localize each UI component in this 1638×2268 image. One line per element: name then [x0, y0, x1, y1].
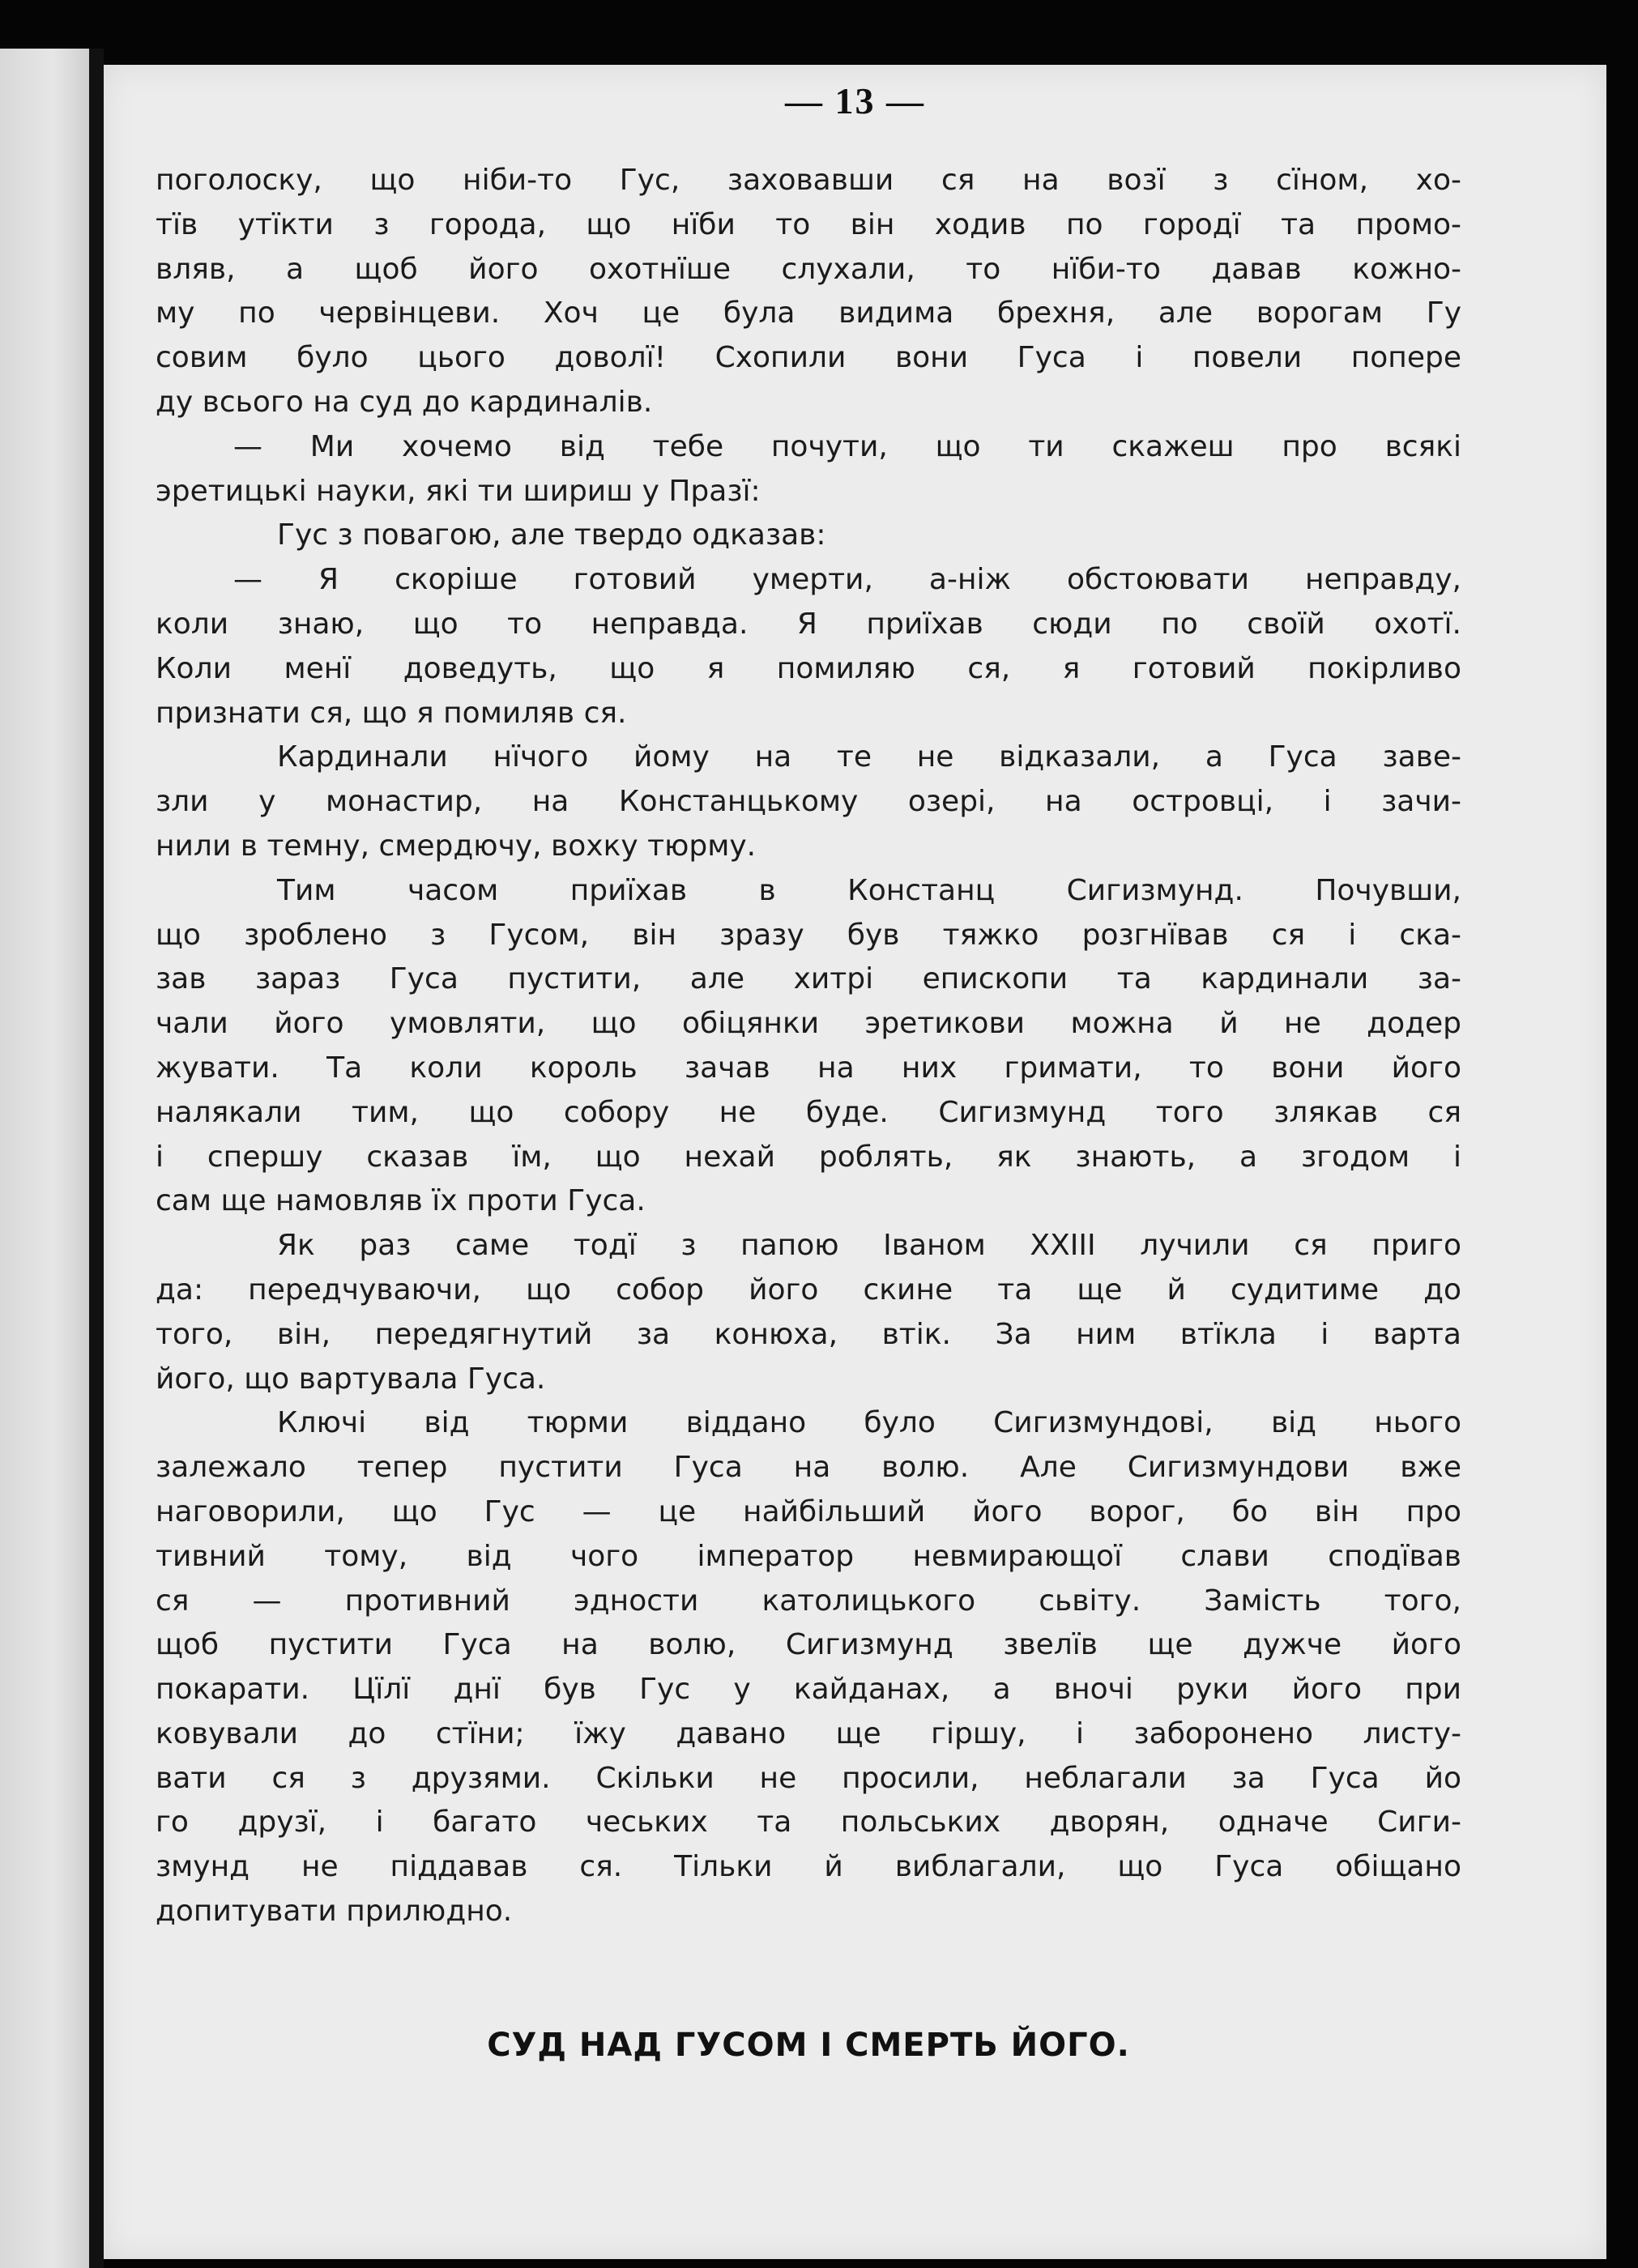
text-line: Як раз саме тодї з папою Іваном XXIII лучили ся приго: [277, 1229, 1461, 1263]
text-line: — Ми хочемо від тебе почути, що ти скажеш про всякі: [233, 429, 1461, 463]
text-line: Кардинали нїчого йому на те не відказали, а Гуса заве-: [277, 740, 1461, 774]
text-line: эретицькі науки, які ти шириш у Празї:: [156, 474, 761, 508]
text-line: і спершу сказав їм, що нехай роблять, як знають, а згодом і: [156, 1140, 1461, 1174]
text-line: Тим часом приїхав в Констанц Сигизмунд. Почувши,: [277, 873, 1461, 907]
text-line: залежало тепер пустити Гуса на волю. Але Сигизмундови вже: [156, 1451, 1461, 1485]
section-heading: СУД НАД ГУСОМ І СМЕРТЬ ЙОГО.: [487, 2027, 1130, 2064]
facing-page-edge: [0, 49, 89, 2268]
text-line: му по червінцеви. Хоч це була видима брехня, але ворогам Гу: [156, 296, 1461, 330]
text-line: Коли менї доведуть, що я помиляю ся, я готовий покірливо: [156, 651, 1461, 685]
text-line: ду всього на суд до кардиналів.: [156, 385, 653, 419]
text-line: жувати. Та коли король зачав на них гримати, то вони його: [156, 1051, 1461, 1085]
text-line: коли знаю, що то неправда. Я приїхав сюди по своїй охотї.: [156, 607, 1461, 641]
text-line: його, що вартувала Гуса.: [156, 1362, 546, 1396]
text-line: змунд не піддавав ся. Тільки й виблагали, що Гуса обіщано: [156, 1850, 1461, 1884]
text-line: допитувати прилюдно.: [156, 1895, 513, 1929]
text-line: що зроблено з Гусом, він зразу був тяжко розгнївав ся і ска-: [156, 918, 1461, 952]
text-line: Гус з повагою, але твердо одказав:: [277, 518, 826, 552]
text-line: зав зараз Гуса пустити, але хитрі епископи та кардинали за-: [156, 962, 1461, 996]
text-line: налякали тим, що собору не буде. Сигизмунд того злякав ся: [156, 1095, 1461, 1129]
text-line: зли у монастир, на Констанцькому озері, на островці, і зачи-: [156, 785, 1461, 819]
text-line: сам ще намовляв їх проти Гуса.: [156, 1184, 646, 1218]
text-line: Ключі від тюрми віддано було Сигизмундові, від нього: [277, 1406, 1461, 1440]
text-line: да: передчуваючи, що собор його скине та ще й судитиме до: [156, 1273, 1461, 1307]
text-line: поголоску, що ніби-то Гус, заховавши ся на возї з сїном, хо-: [156, 164, 1461, 197]
text-line: вати ся з друзями. Скільки не просили, неблагали за Гуса йо: [156, 1761, 1461, 1795]
page-number: — 13 —: [785, 80, 925, 122]
text-line: ковували до стїни; їжу давано ще гіршу, і заборонено листу-: [156, 1716, 1461, 1750]
text-line: щоб пустити Гуса на волю, Сигизмунд звелїв ще дужче його: [156, 1628, 1461, 1662]
text-line: наговорили, що Гус — це найбільший його ворог, бо він про: [156, 1494, 1461, 1528]
text-line: признати ся, що я помиляв ся.: [156, 696, 627, 730]
text-line: вляв, а щоб його охотнїше слухали, то нїби-то давав кожно-: [156, 252, 1461, 286]
text-line: нили в темну, смердючу, вохку тюрму.: [156, 829, 757, 863]
text-line: чали його умовляти, що обіцянки эретикови можна й не додер: [156, 1007, 1461, 1041]
text-line: совим було цього доволї! Схопили вони Гуса і повели попере: [156, 341, 1461, 375]
body-text: [156, 159, 1461, 1934]
text-line: тивний тому, від чого імператор невмирающої слави сподївав: [156, 1539, 1461, 1573]
text-line: тїв утїкти з города, що нїби то він ходив по городї та промо-: [156, 207, 1461, 241]
text-line: — Я скоріше готовий умерти, а-ніж обстоювати неправду,: [233, 563, 1461, 597]
text-line: покарати. Цїлї днї був Гус у кайданах, а вночі руки його при: [156, 1673, 1461, 1707]
text-line: того, він, передягнутий за конюха, втік. За ним втїкла і варта: [156, 1317, 1461, 1351]
text-line: го друзї, і багато чеських та польських дворян, одначе Сиги-: [156, 1805, 1461, 1840]
binding-gutter: [89, 49, 104, 2268]
text-line: ся — противний эдности католицького сьвіту. Замість того,: [156, 1584, 1461, 1618]
